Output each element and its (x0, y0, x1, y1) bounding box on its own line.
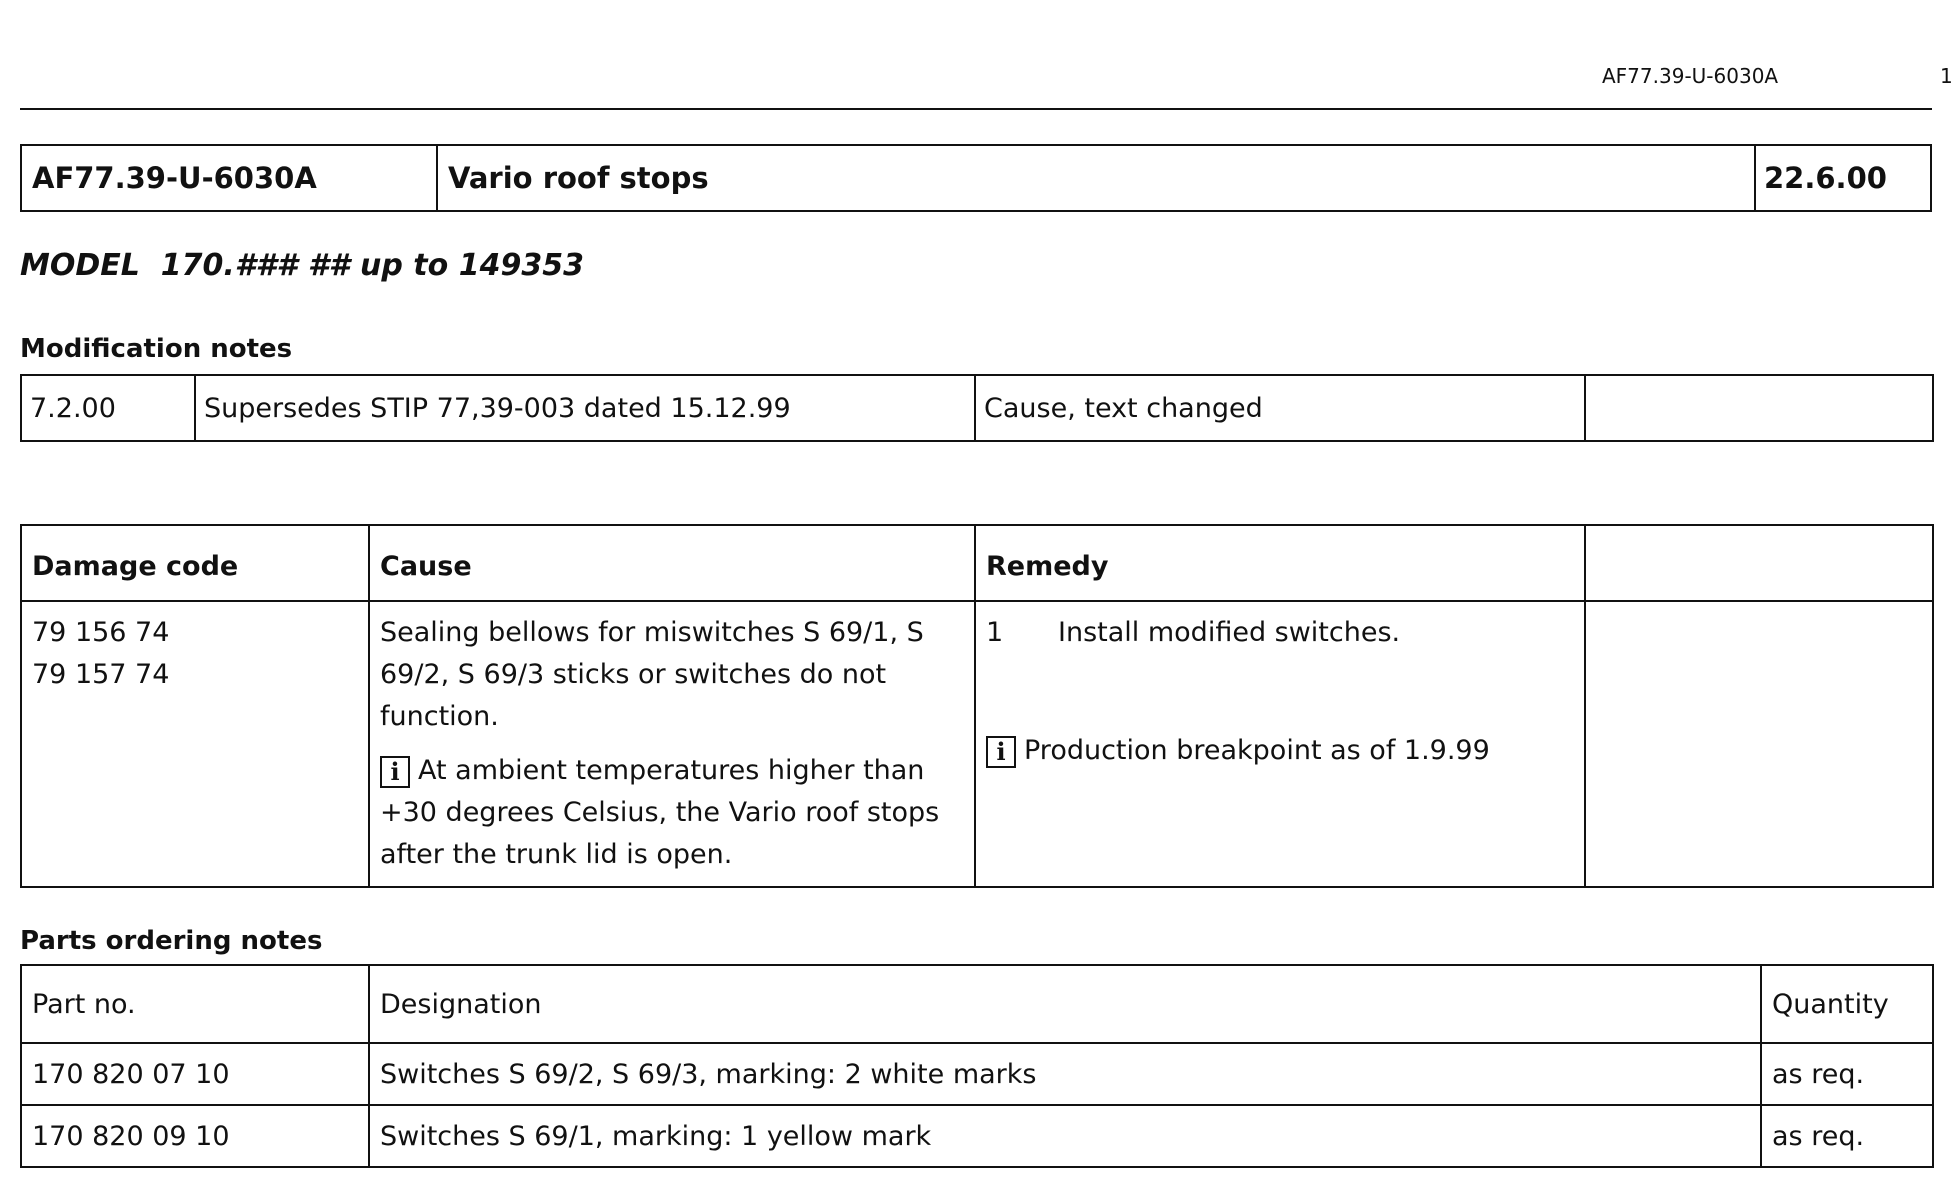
info-icon: i (380, 756, 410, 788)
modification-extra (1585, 375, 1933, 441)
column-header: Designation (369, 965, 1761, 1043)
cause-note (380, 750, 964, 876)
page-number: 1 (1940, 64, 1953, 88)
running-header (20, 64, 1953, 110)
table-row (21, 1043, 1933, 1105)
part-number: 170 820 09 10 (21, 1105, 369, 1167)
parts-ordering-heading: Parts ordering notes (20, 926, 323, 956)
parts-table (20, 964, 1934, 1168)
cause-note-text: At ambient temperatures higher than +30 degrees Celsius, the Vario roof stops after the trunk lid is open. (380, 755, 940, 870)
table-row (21, 375, 1933, 441)
modification-notes-heading: Modification notes (20, 334, 293, 364)
damage-code: 79 156 74 (32, 617, 170, 648)
cause-text: Sealing bellows for miswitches S 69/1, S 69/2, S 69/3 sticks or switches do not function. (380, 617, 924, 732)
column-header: Cause (369, 525, 975, 601)
table-row (21, 1105, 1933, 1167)
document-date: 22.6.00 (1764, 161, 1887, 195)
title-box (20, 144, 1932, 212)
table-header-row (21, 965, 1933, 1043)
column-header: Quantity (1761, 965, 1933, 1043)
table-header-row (21, 525, 1933, 601)
damage-code: 79 157 74 (32, 659, 170, 690)
column-header: Remedy (975, 525, 1585, 601)
document-code: AF77.39-U-6030A (22, 146, 438, 210)
remedy-cell (975, 601, 1585, 887)
damage-codes-cell (21, 601, 369, 887)
modification-notes-table (20, 374, 1934, 442)
cause-cell (369, 601, 975, 887)
part-designation: Switches S 69/2, S 69/3, marking: 2 white marks (369, 1043, 1761, 1105)
empty-cell (1585, 601, 1933, 887)
column-header (1585, 525, 1933, 601)
remedy-step (986, 612, 1574, 654)
header-document-code: AF77.39-U-6030A (1602, 64, 1779, 88)
damage-table (20, 524, 1934, 888)
model-applicability: MODEL 170.### ## up to 149353 (20, 248, 584, 283)
column-header: Part no. (21, 965, 369, 1043)
part-designation: Switches S 69/1, marking: 1 yellow mark (369, 1105, 1761, 1167)
table-row (21, 601, 1933, 887)
part-number: 170 820 07 10 (21, 1043, 369, 1105)
remedy-step-number: 1 (986, 617, 1004, 648)
column-header: Damage code (21, 525, 369, 601)
part-quantity: as req. (1761, 1105, 1933, 1167)
document-title: Vario roof stops (438, 146, 1756, 210)
remedy-note-text: Production breakpoint as of 1.9.99 (1024, 735, 1490, 766)
info-icon: i (986, 736, 1016, 768)
modification-reason: Cause, text changed (975, 375, 1585, 441)
modification-date: 7.2.00 (21, 375, 195, 441)
remedy-step-text: Install modified switches. (1058, 617, 1401, 648)
remedy-note (986, 730, 1574, 772)
modification-note: Supersedes STIP 77,39-003 dated 15.12.99 (195, 375, 975, 441)
part-quantity: as req. (1761, 1043, 1933, 1105)
